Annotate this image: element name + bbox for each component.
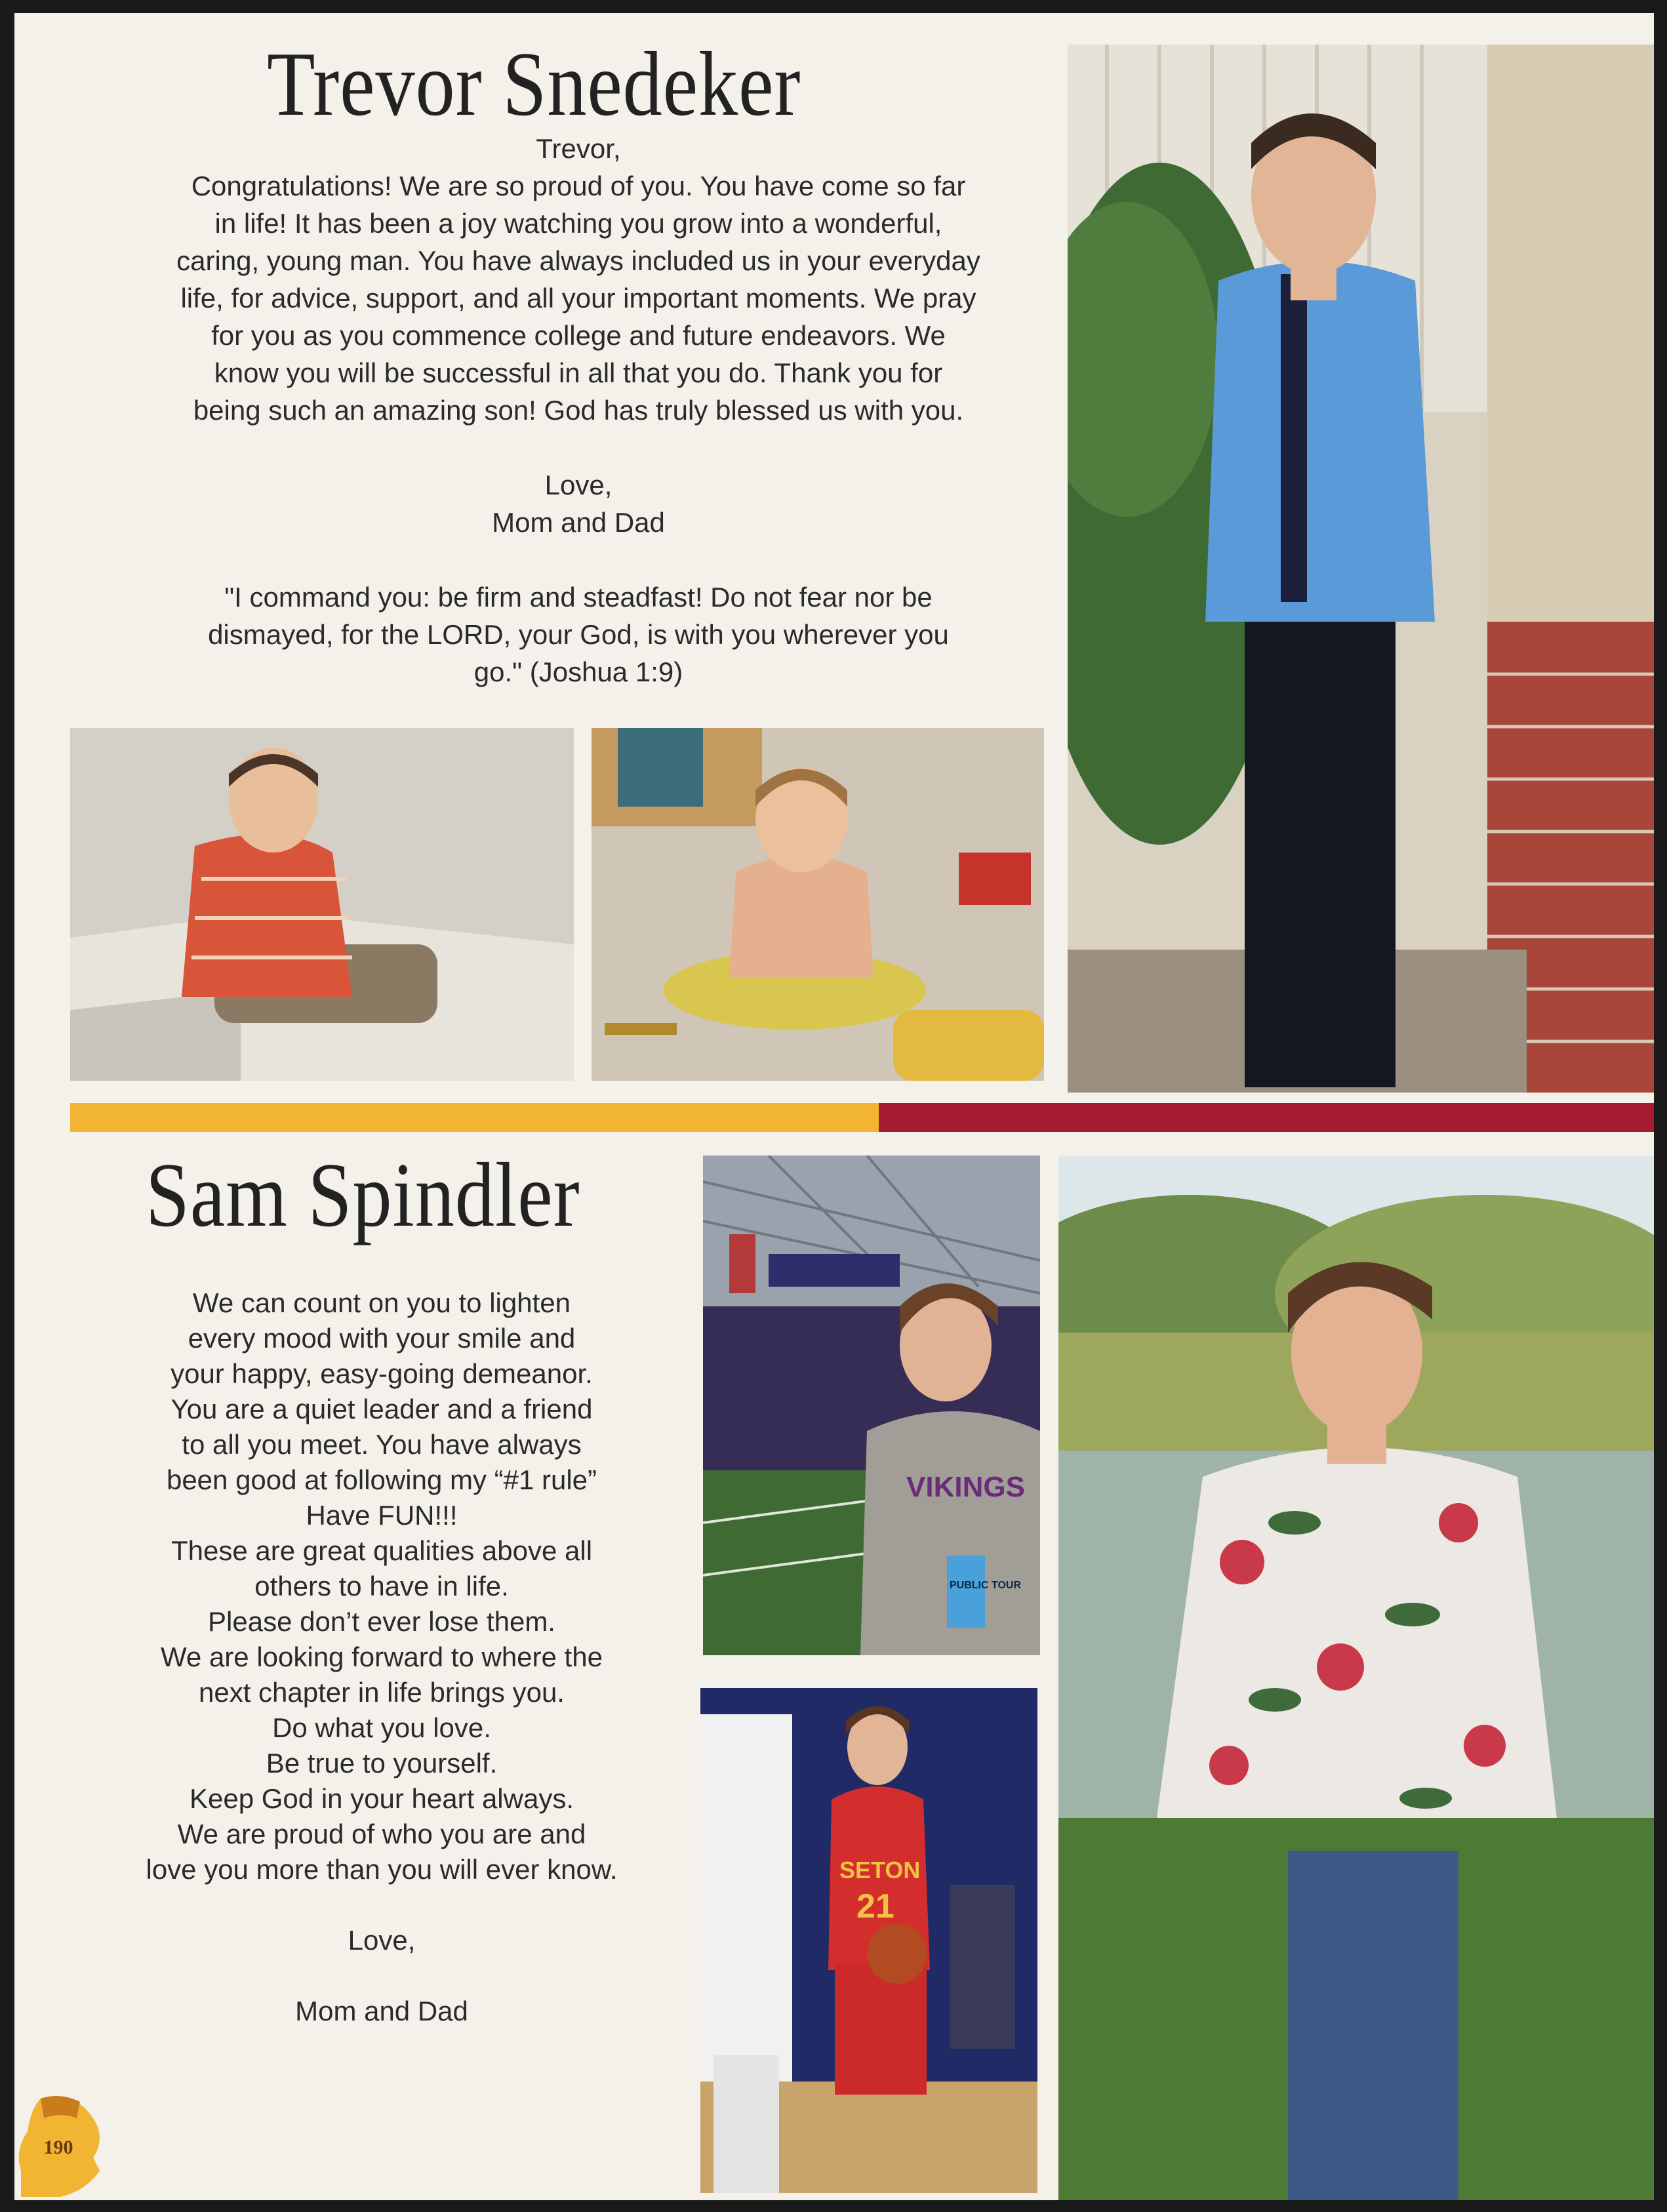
trevor-name-heading: Trevor Snedeker: [267, 33, 801, 135]
closing-text: Love,: [544, 470, 613, 500]
message-line: Congratulations! We are so proud of you. You have come so far: [191, 171, 966, 201]
signature-text: Mom and Dad: [295, 1996, 468, 2026]
page-number-text: 190: [43, 2137, 73, 2158]
sam-senior-portrait: [1058, 1156, 1654, 2200]
message-line: You are a quiet leader and a friend: [171, 1394, 593, 1424]
divider-gold-bar: [70, 1103, 879, 1132]
sam-stadium-photo: [703, 1156, 1040, 1655]
message-line: Please don’t ever lose them.: [208, 1606, 555, 1637]
message-line: love you more than you will ever know.: [146, 1854, 618, 1885]
sam-basketball-photo: [700, 1688, 1037, 2193]
message-line: These are great qualities above all: [171, 1535, 593, 1566]
quote-line: go." (Joshua 1:9): [473, 656, 683, 687]
message-line: Be true to yourself.: [266, 1748, 498, 1779]
yearbook-page: [14, 13, 1654, 2200]
message-line: in life! It has been a joy watching you grow into a wonderful,: [214, 208, 942, 239]
quote-line: "I command you: be firm and steadfast! Do not fear nor be: [224, 582, 933, 613]
page-number-badge: [14, 2092, 113, 2200]
trevor-childhood-photo: [70, 728, 574, 1081]
message-line: others to have in life.: [254, 1571, 509, 1601]
message-line: to all you meet. You have always: [182, 1429, 582, 1460]
message-line: Have FUN!!!: [306, 1500, 458, 1531]
jersey-text: SETON: [839, 1857, 921, 1883]
jersey-number-text: 21: [856, 1887, 894, 1925]
trevor-beach-photo: [592, 728, 1044, 1081]
message-line: next chapter in life brings you.: [199, 1677, 565, 1708]
message-line: We are looking forward to where the: [161, 1641, 603, 1672]
message-line: caring, young man. You have always included us in your everyday: [176, 245, 980, 276]
message-line: been good at following my “#1 rule”: [166, 1464, 597, 1495]
closing-text: Love,: [348, 1925, 416, 1956]
message-line: Do what you love.: [272, 1712, 491, 1743]
message-line: every mood with your smile and: [188, 1323, 576, 1354]
badge-text: PUBLIC TOUR: [950, 1580, 1022, 1591]
message-line: life, for advice, support, and all your important moments. We pray: [180, 283, 976, 313]
trevor-senior-portrait: [1068, 45, 1654, 1093]
quote-line: dismayed, for the LORD, your God, is with you wherever you: [208, 619, 949, 650]
hoodie-text: VIKINGS: [906, 1471, 1025, 1503]
message-line: your happy, easy-going demeanor.: [171, 1358, 593, 1389]
sam-name-heading: Sam Spindler: [146, 1144, 580, 1246]
message-line: Keep God in your heart always.: [190, 1783, 574, 1814]
message-line: know you will be successful in all that you do. Thank you for: [214, 357, 943, 388]
signature-text: Mom and Dad: [492, 507, 665, 538]
trevor-message: [67, 130, 1090, 691]
message-line: Trevor,: [536, 133, 621, 164]
sam-message: [77, 1285, 687, 2029]
message-line: We can count on you to lighten: [193, 1287, 571, 1318]
divider-crimson-bar: [879, 1103, 1654, 1132]
message-line: for you as you commence college and future endeavors. We: [211, 320, 946, 351]
message-line: being such an amazing son! God has truly blessed us with you.: [193, 395, 964, 426]
message-line: We are proud of who you are and: [177, 1819, 586, 1849]
